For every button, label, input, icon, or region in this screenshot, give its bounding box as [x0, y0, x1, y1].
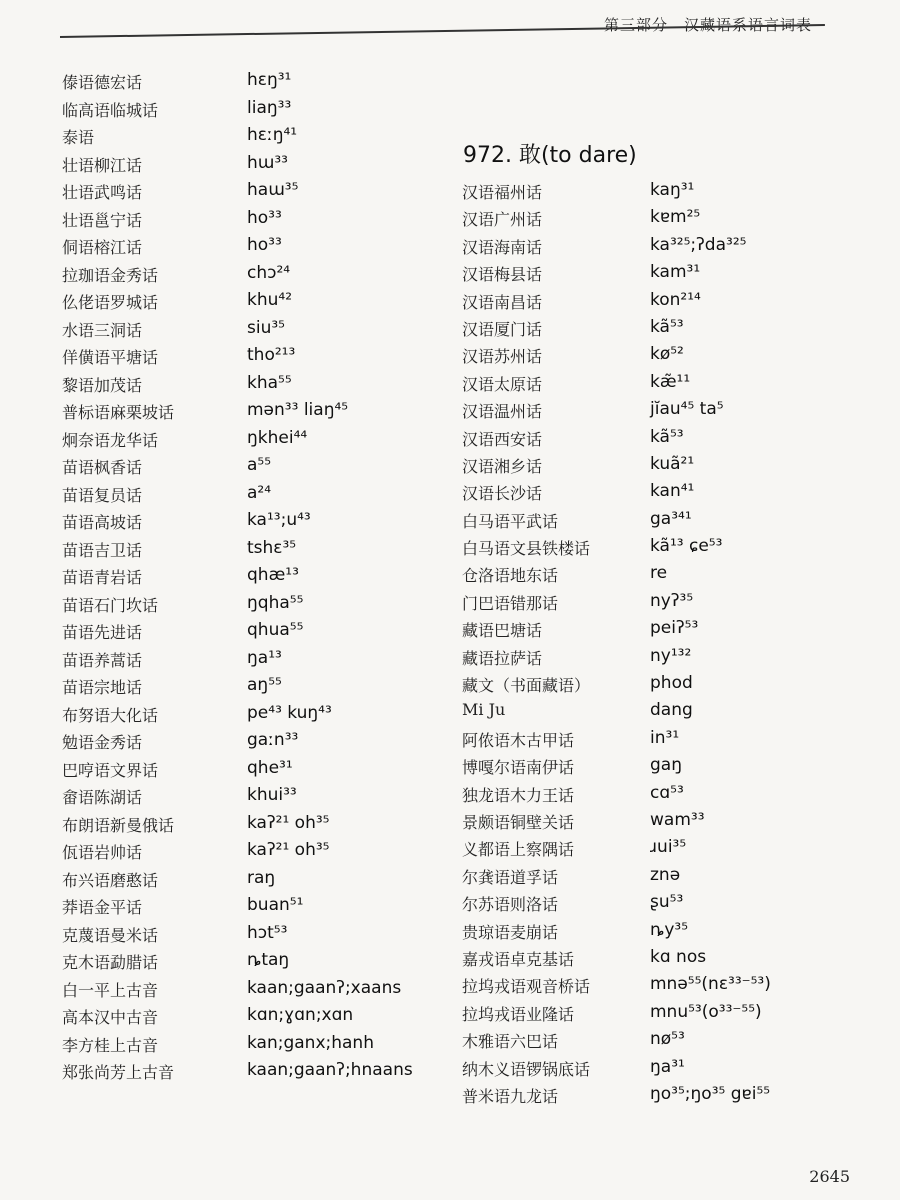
entry-row — [462, 563, 862, 590]
dialect-name: 临高语临城话 — [62, 100, 159, 120]
phonetic-form: hɛŋ³¹ — [247, 70, 292, 90]
entry-row — [462, 207, 862, 234]
phonetic-form: liaŋ³³ — [247, 97, 292, 118]
entry-row — [462, 481, 862, 508]
phonetic-form: mnu⁵³(o³³⁻⁵⁵) — [650, 1001, 762, 1022]
entry-row — [62, 758, 452, 786]
entry-row — [62, 978, 452, 1006]
dialect-name: 佤语岩帅话 — [62, 843, 143, 862]
dialect-name: 仓洛语地东话 — [462, 566, 559, 586]
phonetic-form: nø⁵³ — [650, 1029, 685, 1050]
dialect-name: 汉语厦门话 — [462, 319, 543, 339]
running-header: 第三部分 汉藏语系语言词表 — [603, 16, 812, 34]
entry-row — [62, 153, 452, 181]
entry-row — [462, 646, 862, 673]
dialect-name: 克蔑语曼米话 — [62, 925, 159, 945]
dialect-name: 藏语巴塘话 — [462, 621, 543, 641]
dialect-name: 畲语陈湖话 — [62, 788, 143, 807]
dialect-name: 水语三洞话 — [62, 320, 143, 340]
dialect-name: 莽语金平话 — [62, 898, 143, 917]
entry-row — [62, 675, 452, 703]
phonetic-form: haɯ³⁵ — [247, 180, 299, 200]
phonetic-form: raŋ — [247, 867, 276, 888]
phonetic-form: ɹui³⁵ — [650, 837, 687, 858]
right-column — [462, 180, 862, 1111]
entry-row — [462, 399, 862, 426]
dialect-name: 拉珈语金秀话 — [62, 265, 159, 285]
entry-row — [462, 892, 862, 919]
dialect-name: 布兴语磨憨话 — [62, 870, 159, 890]
dialect-name: 独龙语木力王话 — [462, 785, 575, 805]
entry-row — [462, 454, 862, 481]
phonetic-form: wam³³ — [650, 809, 705, 830]
dialect-name: 苗语高坡话 — [62, 513, 143, 532]
entry-row — [62, 840, 452, 868]
entry-row — [62, 868, 452, 896]
dialect-name: 博嘎尔语南伊话 — [462, 758, 575, 778]
entry-row — [62, 125, 452, 153]
dialect-name: 普米语九龙话 — [462, 1086, 559, 1106]
dialect-name: 苗语吉卫话 — [62, 540, 143, 560]
entry-row — [62, 483, 452, 511]
entry-row — [62, 180, 452, 208]
entry-row — [62, 593, 452, 621]
entry-row — [62, 1005, 452, 1033]
dialect-name: 郑张尚芳上古音 — [62, 1063, 175, 1082]
dialect-name: Mi Ju — [462, 700, 506, 720]
dialect-name: 汉语梅县话 — [462, 265, 543, 285]
entry-row — [62, 1060, 452, 1088]
dialect-name: 勉语金秀话 — [62, 733, 143, 752]
entry-row — [462, 783, 862, 810]
dialect-name: 苗语复员话 — [62, 485, 143, 505]
dialect-name: 白一平上古音 — [62, 980, 159, 1000]
phonetic-form: kaan;gaanʔ;hnaans — [247, 1060, 413, 1080]
phonetic-form: kaʔ²¹ oh³⁵ — [247, 812, 330, 833]
phonetic-form: hɔt⁵³ — [247, 922, 288, 943]
entry-row — [462, 427, 862, 454]
dialect-name: 汉语长沙话 — [462, 484, 543, 504]
dialect-name: 藏语拉萨话 — [462, 648, 543, 668]
phonetic-form: kam³¹ — [650, 262, 701, 283]
dialect-name: 苗语先进话 — [62, 623, 143, 642]
phonetic-form: ŋkhei⁴⁴ — [247, 427, 308, 448]
phonetic-form: znə — [650, 864, 681, 885]
phonetic-form: ȵtaŋ — [247, 950, 290, 970]
dialect-name: 汉语西安话 — [462, 429, 543, 449]
entry-row — [462, 700, 862, 727]
phonetic-form: mnə⁵⁵(nɛ³³⁻⁵³) — [650, 974, 771, 995]
phonetic-form: ŋa¹³ — [247, 647, 282, 668]
page-number: 2645 — [809, 1167, 850, 1186]
entry-row — [62, 70, 452, 98]
entry-row — [462, 865, 862, 892]
phonetic-form: jĭau⁴⁵ ta⁵ — [650, 399, 724, 420]
dialect-name: 李方桂上古音 — [62, 1035, 159, 1055]
entry-row — [62, 208, 452, 236]
phonetic-form: hɛːŋ⁴¹ — [247, 125, 298, 145]
entry-row — [62, 318, 452, 346]
phonetic-form: siu³⁵ — [247, 317, 285, 338]
dialect-name: 尔龚语道孚话 — [462, 867, 559, 887]
phonetic-form: kha⁵⁵ — [247, 372, 292, 393]
entry-row — [462, 920, 862, 947]
phonetic-form: qhe³¹ — [247, 757, 293, 778]
phonetic-form: in³¹ — [650, 727, 680, 748]
entry-row — [462, 755, 862, 782]
entry-row — [62, 455, 452, 483]
phonetic-form: ka³²⁵;ʔda³²⁵ — [650, 234, 747, 255]
dialect-name: 壮语柳江话 — [62, 155, 143, 175]
entry-row — [462, 290, 862, 317]
entry-row — [462, 673, 862, 700]
dialect-name: 佯僙语平塘话 — [62, 348, 159, 367]
dialect-name: 阿侬语木古甲话 — [462, 730, 575, 750]
dialect-name: 尔苏语则洛话 — [462, 895, 559, 915]
dialect-name: 汉语温州话 — [462, 402, 543, 422]
entry-row — [462, 344, 862, 371]
phonetic-form: re — [650, 563, 668, 584]
dialect-name: 汉语南昌话 — [462, 292, 543, 312]
entry-row — [462, 536, 862, 563]
entry-row — [462, 947, 862, 974]
dialect-name: 泰语 — [62, 128, 95, 147]
entry-row — [62, 895, 452, 923]
phonetic-form: a⁵⁵ — [247, 455, 272, 475]
entry-row — [462, 974, 862, 1001]
entry-row — [462, 1084, 862, 1111]
phonetic-form: qhæ¹³ — [247, 565, 299, 585]
dialect-name: 苗语枫香话 — [62, 458, 143, 477]
dialect-name: 炯奈语龙华话 — [62, 430, 159, 450]
dialect-name: 白马语文县铁楼话 — [462, 539, 591, 559]
dialect-name: 苗语养蒿话 — [62, 650, 143, 670]
dialect-name: 壮语武鸣话 — [62, 183, 143, 202]
dialect-name: 义都语上察隅话 — [462, 840, 575, 860]
phonetic-form: tshɛ³⁵ — [247, 537, 297, 558]
phonetic-form: ŋa³¹ — [650, 1056, 685, 1077]
phonetic-form: kaan;gaanʔ;xaans — [247, 977, 402, 998]
entry-row — [62, 620, 452, 648]
phonetic-form: nyʔ³⁵ — [650, 590, 694, 611]
phonetic-form: pe⁴³ kuŋ⁴³ — [247, 702, 332, 723]
entry-row — [62, 1033, 452, 1061]
entry-title: 972. 敢(to dare) — [463, 143, 637, 168]
phonetic-form: kã¹³ ɕe⁵³ — [650, 536, 723, 557]
dialect-name: 汉语福州话 — [462, 183, 543, 202]
dialect-name: 壮语邕宁话 — [62, 210, 143, 230]
phonetic-form: kã⁵³ — [650, 316, 684, 337]
phonetic-form: peiʔ⁵³ — [650, 618, 699, 639]
dialect-name: 克木语勐腊话 — [62, 953, 159, 972]
phonetic-form: kuã²¹ — [650, 453, 695, 474]
entry-row — [462, 372, 862, 399]
entry-row — [62, 373, 452, 401]
entry-row — [62, 950, 452, 978]
phonetic-form: khui³³ — [247, 785, 297, 805]
entry-row — [62, 428, 452, 456]
entry-row — [462, 618, 862, 645]
entry-row — [62, 510, 452, 538]
dialect-name: 高本汉中古音 — [62, 1008, 159, 1027]
entry-row — [62, 923, 452, 951]
entry-row — [462, 1057, 862, 1084]
phonetic-form: hɯ³³ — [247, 152, 288, 173]
dialect-name: 布努语大化话 — [62, 705, 159, 725]
phonetic-form: ho³³ — [247, 235, 282, 255]
entry-row — [462, 810, 862, 837]
phonetic-form: qhua⁵⁵ — [247, 620, 304, 640]
entry-row — [62, 648, 452, 676]
entry-row — [62, 813, 452, 841]
phonetic-form: ʂu⁵³ — [650, 892, 684, 913]
left-column — [62, 70, 452, 1088]
phonetic-form: a²⁴ — [247, 482, 272, 503]
entry-row — [462, 728, 862, 755]
dialect-name: 汉语苏州话 — [462, 347, 543, 367]
phonetic-form: kaŋ³¹ — [650, 180, 695, 200]
phonetic-form: tho²¹³ — [247, 345, 296, 365]
dialect-name: 纳木义语锣锅底话 — [462, 1059, 591, 1079]
phonetic-form: dang — [650, 700, 693, 721]
entry-row — [62, 98, 452, 126]
phonetic-form: buan⁵¹ — [247, 895, 304, 915]
dialect-name: 景颇语铜壁关话 — [462, 812, 575, 832]
dialect-name: 傣语德宏话 — [62, 73, 143, 92]
phonetic-form: aŋ⁵⁵ — [247, 675, 282, 695]
phonetic-form: kaʔ²¹ oh³⁵ — [247, 840, 330, 860]
dialect-name: 木雅语六巴话 — [462, 1032, 559, 1052]
phonetic-form: kan;ganx;hanh — [247, 1032, 374, 1053]
phonetic-form: ho³³ — [247, 207, 282, 228]
dialect-name: 嘉戎语卓克基话 — [462, 949, 575, 969]
phonetic-form: kɑn;ɣɑn;xɑn — [247, 1005, 354, 1025]
phonetic-form: khu⁴² — [247, 290, 293, 310]
entry-row — [62, 703, 452, 731]
dialect-name: 汉语太原话 — [462, 374, 543, 394]
phonetic-form: kã⁵³ — [650, 426, 684, 447]
entry-row — [62, 263, 452, 291]
entry-row — [62, 785, 452, 813]
phonetic-form: kæ̃¹¹ — [650, 371, 691, 392]
dialect-name: 白马语平武话 — [462, 511, 559, 531]
entry-row — [462, 509, 862, 536]
dialect-name: 拉坞戎语观音桥话 — [462, 977, 591, 997]
dialect-name: 布朗语新曼俄话 — [62, 815, 175, 835]
entry-row — [62, 538, 452, 566]
phonetic-form: phod — [650, 673, 693, 694]
dialect-name: 侗语榕江话 — [62, 238, 143, 257]
dialect-name: 汉语广州话 — [462, 210, 543, 230]
phonetic-form: chɔ²⁴ — [247, 262, 291, 283]
entry-row — [462, 837, 862, 864]
entry-row — [62, 400, 452, 428]
entry-row — [62, 290, 452, 318]
phonetic-form: gaŋ — [650, 755, 682, 776]
dialect-name: 黎语加茂话 — [62, 375, 143, 395]
entry-row — [462, 591, 862, 618]
entry-row — [62, 345, 452, 373]
dialect-name: 仫佬语罗城话 — [62, 293, 159, 312]
phonetic-form: ga³⁴¹ — [650, 508, 692, 529]
phonetic-form: kɐm²⁵ — [650, 207, 701, 228]
entry-row — [462, 317, 862, 344]
dialect-name: 藏文（书面藏语） — [462, 676, 591, 696]
dialect-name: 巴哼语文界话 — [62, 760, 159, 780]
phonetic-form: ŋo³⁵;ŋo³⁵ gɐi⁵⁵ — [650, 1083, 771, 1104]
entry-row — [462, 180, 862, 207]
entry-row — [62, 235, 452, 263]
dialect-name: 汉语湘乡话 — [462, 456, 543, 476]
phonetic-form: ny¹³² — [650, 645, 692, 666]
phonetic-form: ŋqha⁵⁵ — [247, 592, 304, 613]
dialect-name: 普标语麻栗坡话 — [62, 403, 175, 422]
phonetic-form: mən³³ liaŋ⁴⁵ — [247, 400, 349, 420]
entry-row — [62, 565, 452, 593]
phonetic-form: kan⁴¹ — [650, 481, 695, 502]
entry-row — [462, 1029, 862, 1056]
dialect-name: 汉语海南话 — [462, 237, 543, 257]
phonetic-form: kɑ nos — [650, 946, 707, 967]
entry-row — [462, 262, 862, 289]
dialect-name: 门巴语错那话 — [462, 593, 559, 613]
dialect-name: 苗语宗地话 — [62, 678, 143, 697]
dialect-name: 苗语石门坎话 — [62, 595, 159, 615]
dialect-name: 苗语青岩话 — [62, 568, 143, 587]
phonetic-form: kon²¹⁴ — [650, 289, 701, 310]
entry-row — [62, 730, 452, 758]
entry-row — [462, 235, 862, 262]
dialect-name: 拉坞戎语业隆话 — [462, 1004, 575, 1024]
phonetic-form: cɑ⁵³ — [650, 782, 684, 803]
phonetic-form: ȵy³⁵ — [650, 919, 689, 940]
phonetic-form: gaːn³³ — [247, 730, 299, 750]
dialect-name: 贵琼语麦崩话 — [462, 922, 559, 942]
phonetic-form: kø⁵² — [650, 344, 684, 365]
phonetic-form: ka¹³;u⁴³ — [247, 510, 311, 530]
entry-row — [462, 1002, 862, 1029]
